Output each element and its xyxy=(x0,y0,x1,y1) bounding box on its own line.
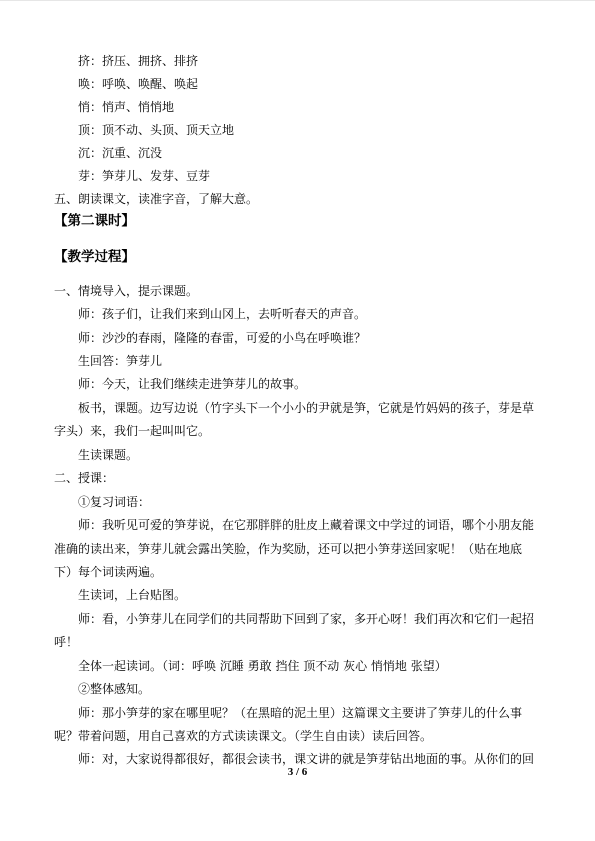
body-line: 师：对，大家说得都很好，都很会读书，课文讲的就是笋芽钻出地面的事。从你们的回 xyxy=(78,752,535,766)
body-line: 呼！ xyxy=(54,635,79,649)
body-line: 一、情境导入，提示课题。 xyxy=(54,284,199,298)
body-line: ②整体感知。 xyxy=(78,682,151,696)
body-line: 全体一起读词。（词：呼唤 沉睡 勇敢 挡住 顶不动 灰心 悄悄地 张望） xyxy=(78,659,447,673)
vocab-line: 芽：笋芽儿、发芽、豆芽 xyxy=(78,169,211,183)
body-line: 师：孩子们，让我们来到山冈上，去听听春天的声音。 xyxy=(78,307,367,321)
top-edge xyxy=(0,0,595,1)
body-line: 生读词，上台贴图。 xyxy=(78,588,187,602)
body-line: 二、授课： xyxy=(54,471,115,485)
body-line: 师：沙沙的春雨，隆隆的春雷，可爱的小鸟在呼唤谁？ xyxy=(78,331,367,345)
page-number: 3 / 6 xyxy=(287,766,308,778)
body-line: 师：今天，让我们继续走进笋芽儿的故事。 xyxy=(78,377,307,391)
section-five: 五、朗读课文，读准字音，了解大意。 xyxy=(54,192,259,206)
vocab-line: 唤：呼唤、唤醒、唤起 xyxy=(78,77,199,91)
body-line: 字头）来，我们一起叫叫它。 xyxy=(54,424,211,438)
body-line: 师：那小笋芽的家在哪里呢？（在黑暗的泥土里）这篇课文主要讲了笋芽儿的什么事 xyxy=(78,706,523,720)
body-line: 生回答：笋芽儿 xyxy=(78,354,163,368)
vocab-line: 沉：沉重、沉没 xyxy=(78,146,163,160)
body-line: 呢？带着问题，用自己喜欢的方式读读课文。（学生自由读）读后回答。 xyxy=(54,729,433,743)
heading-lesson-two: 【第二课时】 xyxy=(54,213,135,229)
heading-teaching-process: 【教学过程】 xyxy=(54,249,135,265)
body-line: 下）每个词读两遍。 xyxy=(54,565,163,579)
body-line: ①复习词语： xyxy=(78,495,151,509)
body-line: 板书，课题。边写边说（竹字头下一个小小的尹就是笋，它就是竹妈妈的孩子，芽是草 xyxy=(78,401,535,415)
body-line: 准确的读出来，笋芽儿就会露出笑脸，作为奖励，还可以把小笋芽送回家呢！（贴在地底 xyxy=(54,542,523,556)
vocab-line: 挤：挤压、拥挤、排挤 xyxy=(78,54,199,68)
body-line: 师：看，小笋芽儿在同学们的共同帮助下回到了家，多开心呀！我们再次和它们一起招 xyxy=(78,612,535,626)
vocab-line: 顶：顶不动、头顶、顶天立地 xyxy=(78,123,235,137)
vocab-line: 悄：悄声、悄悄地 xyxy=(78,100,175,114)
body-line: 师：我听见可爱的笋芽说，在它那胖胖的肚皮上藏着课文中学过的词语，哪个小朋友能 xyxy=(78,518,535,532)
body-line: 生读课题。 xyxy=(78,448,139,462)
